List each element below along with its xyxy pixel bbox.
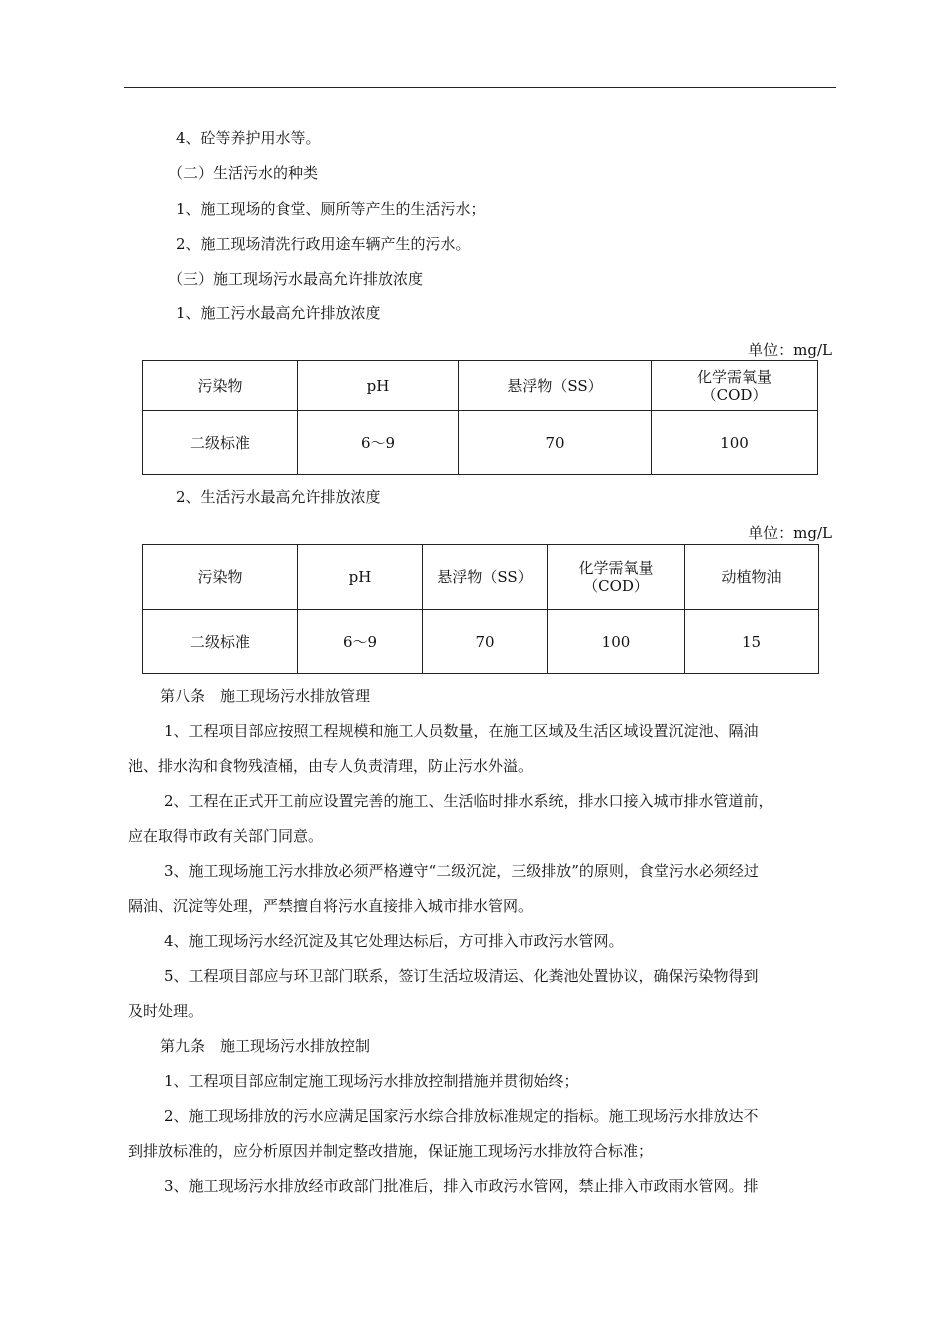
text-line: 1、施工污水最高允许排放浓度 [176,304,381,322]
data-cell: 70 [423,610,548,674]
text-line: 到排放标准的，应分析原因并制定整改措施，保证施工现场污水排放符合标准； [128,1142,654,1160]
header-cell: 悬浮物（SS） [423,545,548,610]
section-heading: （二）生活污水的种类 [168,164,319,182]
unit-label: 单位：mg/L [748,341,832,359]
table-domestic-sewage [142,544,819,674]
table-row [143,610,819,674]
text-line: 池、排水沟和食物残渣桶，由专人负责清理，防止污水外溢。 [128,757,534,775]
data-cell: 二级标准 [143,610,298,674]
header-cell [548,545,685,610]
cod-header-line1: 化学需氧量 [578,559,654,577]
header-cell: 动植物油 [685,545,819,610]
text-line: 2、工程在正式开工前应设置完善的施工、生活临时排水系统，排水口接入城市排水管道前， [164,792,774,810]
cod-header-line1: 化学需氧量 [696,367,772,386]
data-cell: 6～9 [298,411,459,475]
article-title: 第九条 施工现场污水排放控制 [160,1037,371,1055]
text-line: 4、施工现场污水经沉淀及其它处理达标后，方可排入市政污水管网。 [164,932,624,950]
header-cell: 污染物 [143,545,298,610]
cod-header-line2: （COD） [701,385,768,404]
table-construction-sewage [142,360,818,475]
text-line: 4、砼等养护用水等。 [176,129,321,147]
header-rule [124,87,836,88]
text-line: 3、施工现场施工污水排放必须严格遵守“二级沉淀，三级排放”的原则，食堂污水必须经过 [164,862,759,880]
text-line: 2、施工现场排放的污水应满足国家污水综合排放标准规定的指标。施工现场污水排放达不 [164,1107,759,1125]
data-cell: 6～9 [298,610,423,674]
table-row [143,411,818,475]
header-cell: pH [298,361,459,411]
text-line: 2、施工现场清洗行政用途车辆产生的污水。 [176,235,471,253]
text-line: 5、工程项目部应与环卫部门联系，签订生活垃圾清运、化粪池处置协议，确保污染物得到 [164,967,759,985]
data-cell: 100 [652,411,818,475]
section-heading: （三）施工现场污水最高允许排放浓度 [168,270,424,288]
header-cell: 污染物 [143,361,298,411]
unit-label: 单位：mg/L [748,524,832,542]
header-cell: 悬浮物（SS） [459,361,652,411]
header-cell: pH [298,545,423,610]
data-cell: 15 [685,610,819,674]
article-title: 第八条 施工现场污水排放管理 [160,687,371,705]
text-line: 隔油、沉淀等处理，严禁擅自将污水直接排入城市排水管网。 [128,897,534,915]
data-cell: 100 [548,610,685,674]
text-line: 1、工程项目部应按照工程规模和施工人员数量，在施工区域及生活区域设置沉淀池、隔油 [164,722,759,740]
text-line: 1、施工现场的食堂、厕所等产生的生活污水； [176,200,486,218]
data-cell: 70 [459,411,652,475]
text-line: 3、施工现场污水排放经市政部门批准后，排入市政污水管网，禁止排入市政雨水管网。排 [164,1177,759,1195]
text-line: 1、工程项目部应制定施工现场污水排放控制措施并贯彻始终； [164,1072,579,1090]
header-cell [652,361,818,411]
text-line: 应在取得市政有关部门同意。 [128,827,324,845]
text-line: 2、生活污水最高允许排放浓度 [176,488,381,506]
data-cell: 二级标准 [143,411,298,475]
text-line: 及时处理。 [128,1002,204,1020]
cod-header-line2: （COD） [583,577,649,595]
